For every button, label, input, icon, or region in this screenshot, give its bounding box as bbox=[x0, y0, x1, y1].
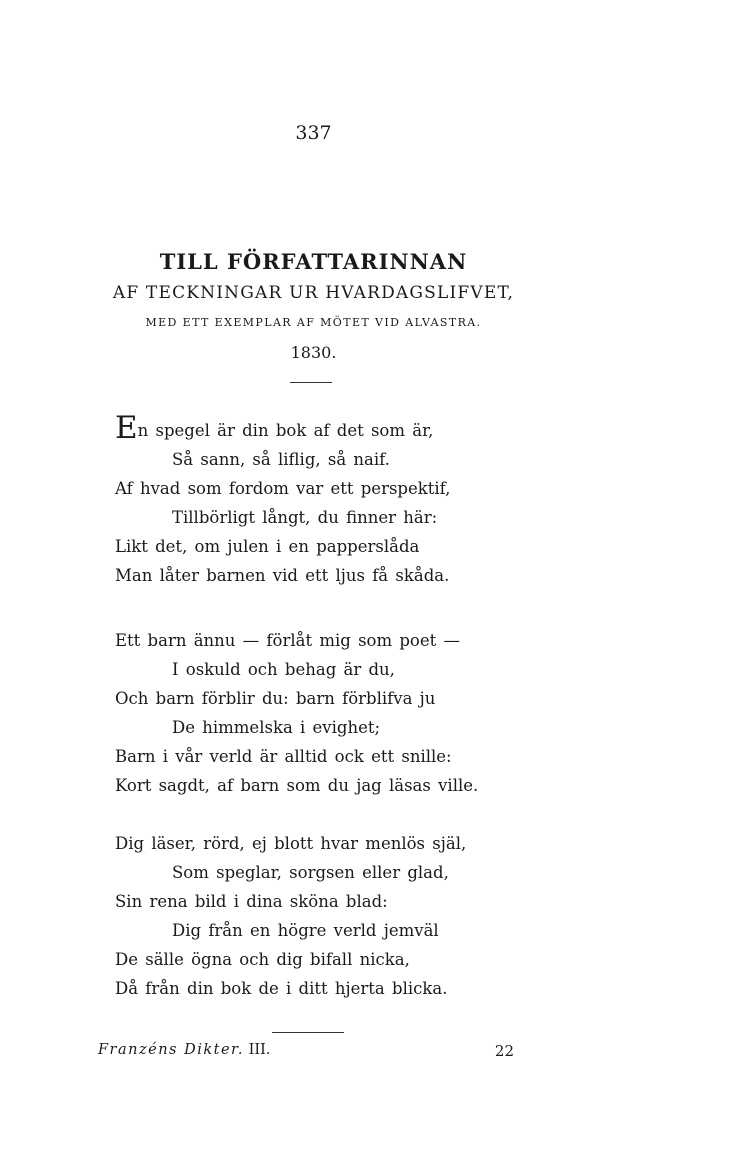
poem-year: 1830. bbox=[290, 343, 337, 362]
verse-line: Dig från en högre verld jemväl bbox=[172, 921, 439, 940]
verse-line bbox=[115, 410, 535, 446]
verse-line: Tillbörligt långt, du finner här: bbox=[172, 508, 438, 527]
verse-line: Kort sagdt, af barn som du jag läsas ville. bbox=[115, 776, 479, 795]
footer-volume: III. bbox=[248, 1042, 271, 1058]
verse-line-text: n spegel är din bok af det som är, bbox=[137, 421, 434, 440]
drop-cap: E bbox=[115, 410, 138, 446]
verse-line: Sin rena bild i dina sköna blad: bbox=[115, 892, 388, 911]
verse-line: De sälle ögna och dig bifall nicka, bbox=[115, 950, 410, 969]
footer-signature: 22 bbox=[494, 1042, 514, 1060]
page-number: 337 bbox=[295, 122, 332, 144]
verse-line: Af hvad som fordom var ett perspektif, bbox=[115, 479, 451, 498]
poem-dedication: MED ETT EXEMPLAR AF MÖTET VID ALVASTRA. bbox=[145, 316, 482, 329]
verse-line: Ett barn ännu — förlåt mig som poet — bbox=[115, 631, 460, 650]
verse-line: Så sann, så liflig, så naif. bbox=[172, 450, 390, 469]
footer-book-name: Franzéns Dikter. bbox=[98, 1042, 244, 1058]
stanza-3 bbox=[115, 829, 535, 1003]
verse-line: Som speglar, sorgsen eller glad, bbox=[172, 863, 449, 882]
poem-title: TILL FÖRFATTARINNAN bbox=[159, 249, 468, 274]
footer-book-title bbox=[98, 1042, 270, 1058]
verse-line: De himmelska i evighet; bbox=[172, 718, 381, 737]
verse-line: Likt det, om julen i en papperslåda bbox=[115, 537, 420, 556]
verse-line: I oskuld och behag är du, bbox=[172, 660, 395, 679]
verse-line: Och barn förblir du: barn förblifva ju bbox=[115, 689, 436, 708]
poem-subtitle: AF TECKNINGAR UR HVARDAGSLIFVET, bbox=[112, 283, 515, 303]
footer-divider bbox=[272, 1032, 344, 1033]
stanza-1 bbox=[115, 410, 535, 590]
title-divider bbox=[290, 382, 332, 383]
verse-line: Dig läser, rörd, ej blott hvar menlös själ, bbox=[115, 834, 467, 853]
verse-line: Barn i vår verld är alltid ock ett snille: bbox=[115, 747, 452, 766]
stanza-2 bbox=[115, 626, 535, 800]
verse-line: Då från din bok de i ditt hjerta blicka. bbox=[115, 979, 448, 998]
verse-line: Man låter barnen vid ett ljus få skåda. bbox=[115, 566, 450, 585]
